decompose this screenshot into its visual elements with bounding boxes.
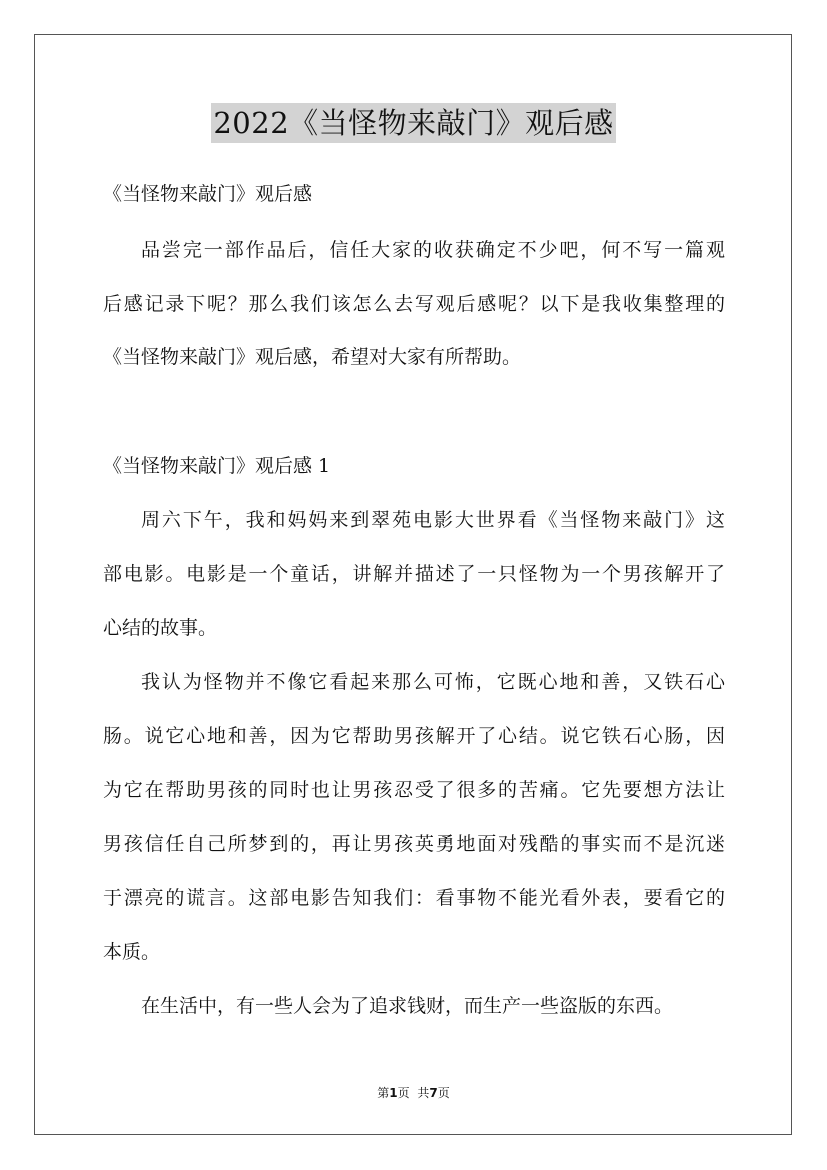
paragraph-line: 周六下午，我和妈妈来到翠苑电影大世界看《当怪物来敲门》这 [141,509,725,531]
total-suffix: 页 [437,1086,450,1100]
page-suffix: 页 [397,1086,410,1100]
page-number: 1 [389,1086,398,1100]
intro-line: 品尝完一部作品后，信任大家的收获确定不少吧，何不写一篇观 [141,239,725,261]
paragraph-line: 于漂亮的谎言。这部电影告知我们：看事物不能光看外表，要看它的 [103,887,725,909]
paragraph-line: 心结的故事。 [103,617,218,639]
total-prefix: 共 [417,1086,430,1100]
paragraph-line: 肠。说它心地和善，因为它帮助男孩解开了心结。说它铁石心肠，因 [103,725,725,747]
total-pages: 7 [429,1086,438,1100]
page-footer [0,1085,827,1101]
paragraph-line: 本质。 [103,941,161,963]
intro-line: 《当怪物来敲门》观后感，希望对大家有所帮助。 [103,346,522,368]
document-subtitle: 《当怪物来敲门》观后感 [103,183,313,205]
paragraph-line: 部电影。电影是一个童话，讲解并描述了一只怪物为一个男孩解开了 [103,563,725,585]
page-prefix: 第 [377,1086,390,1100]
paragraph-line: 男孩信任自己所梦到的，再让男孩英勇地面对残酷的事实而不是沉迷 [103,833,725,855]
paragraph-line: 在生活中，有一些人会为了追求钱财，而生产一些盗版的东西。 [141,995,674,1017]
paragraph-line: 为它在帮助男孩的同时也让男孩忍受了很多的苦痛。它先要想方法让 [103,779,725,801]
intro-line: 后感记录下呢？那么我们该怎么去写观后感呢？以下是我收集整理的 [103,293,725,315]
paragraph-line: 我认为怪物并不像它看起来那么可怖，它既心地和善，又铁石心 [141,671,725,693]
title-container [0,103,827,143]
section-heading: 《当怪物来敲门》观后感 1 [103,455,331,477]
document-title: 2022《当怪物来敲门》观后感 [211,103,615,143]
